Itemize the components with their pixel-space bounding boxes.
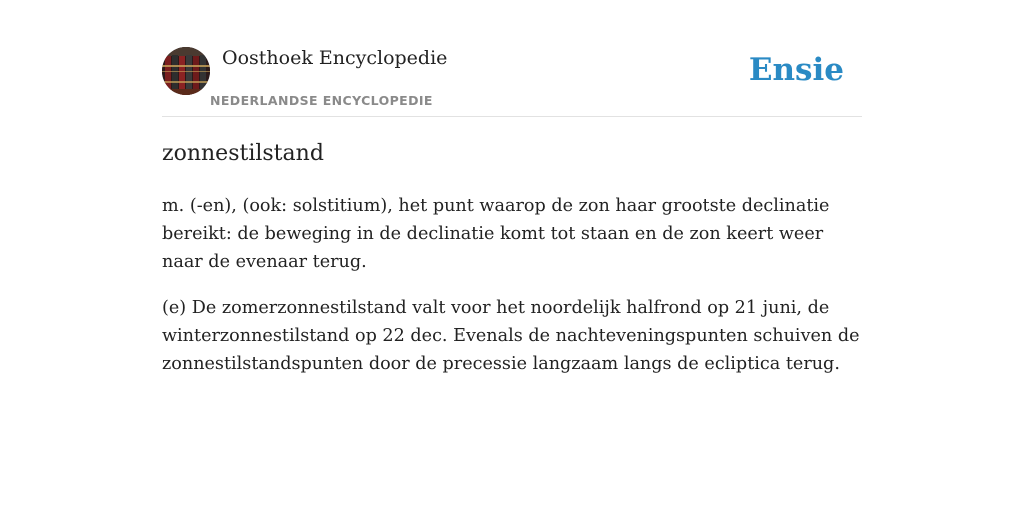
entry-paragraph: m. (-en), (ook: solstitium), het punt waarop de zon haar grootste declinatie bereikt: de beweging in de declinatie komt tot staan en de zon keert weer naar de evenaar terug.	[162, 196, 830, 272]
site-subtitle: NEDERLANDSE ENCYCLOPEDIE	[210, 93, 433, 108]
site-header	[162, 46, 862, 117]
entry-paragraph: (e) De zomerzonnestilstand valt voor het noordelijk halfrond op 21 juni, de winterzonnestilstand op 22 dec. Evenals de nachteveningspunten schuiven de zonnestilstandspunten door de precessie langzaam langs de ecliptica terug.	[162, 298, 860, 374]
bookshelf-avatar-icon[interactable]	[162, 47, 210, 95]
ensie-logo-link[interactable]: Ensie	[748, 52, 844, 88]
entry-content	[162, 138, 862, 378]
site-title[interactable]: Oosthoek Encyclopedie	[222, 47, 448, 69]
bookshelf-image	[162, 47, 210, 95]
entry-term: zonnestilstand	[162, 141, 324, 166]
